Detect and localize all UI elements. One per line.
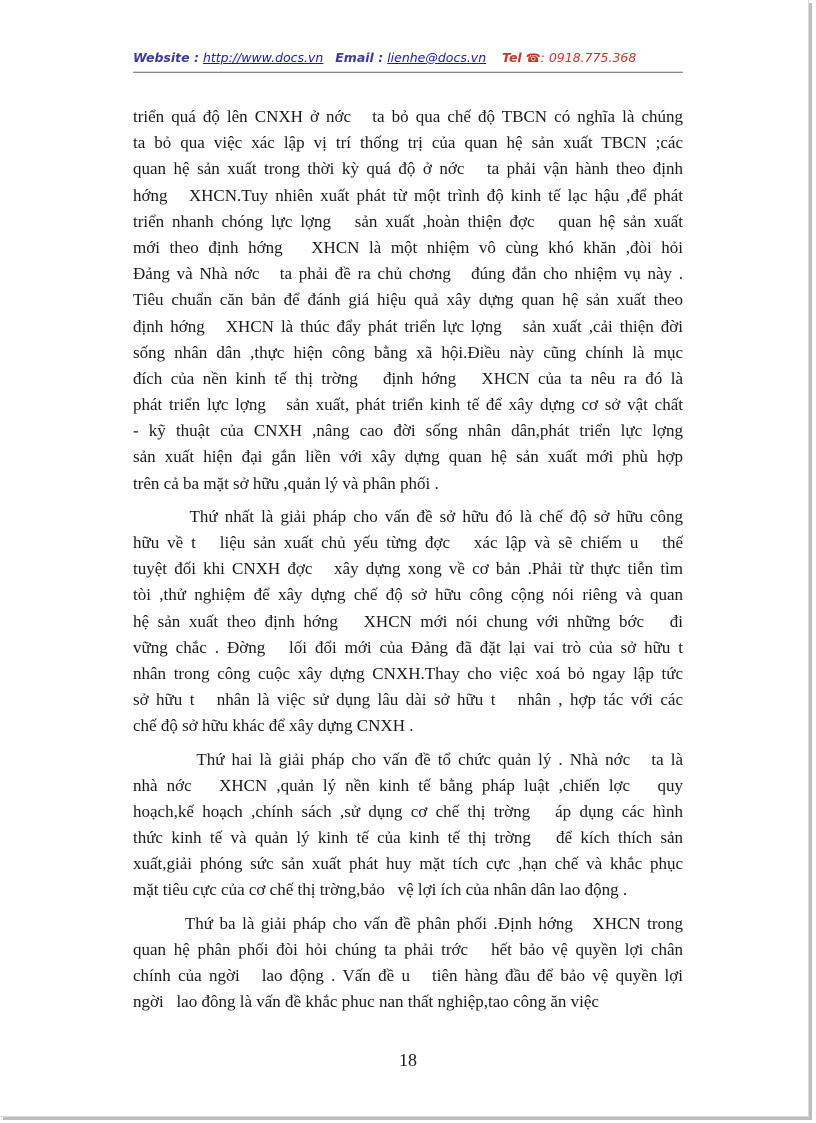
paragraph-gap bbox=[133, 740, 683, 747]
email-separator: : bbox=[373, 50, 384, 65]
text-line: hớng XHCN.Tuy nhiên xuất phát từ một trình độ kinh tế lạc hậu ,để phát bbox=[133, 185, 683, 205]
text-line: hữu về t liệu sản xuất chủ yếu từng đợc xác lập và sẽ chiếm u thế bbox=[133, 533, 683, 552]
text-line: chế độ sở hữu khác để xây dựng CNXH . bbox=[133, 716, 414, 736]
text-line: Đảng và Nhà nớc ta phải đề ra chủ chơng đúng đắn cho nhiệm vụ này . bbox=[133, 264, 683, 284]
paragraph-gap bbox=[133, 497, 683, 504]
text-line: mặt tiêu cực của cơ chế thị trờng,bảo vệ lợi ích của nhân dân lao động . bbox=[133, 880, 628, 900]
text-line: triển nhanh chóng lực lợng sản xuất ,hoàn thiện đợc quan hệ sản xuất bbox=[133, 211, 683, 231]
text-line: đích của nền kinh tế thị trờng định hớng XHCN của ta nêu ra đó là bbox=[133, 368, 683, 388]
text-line: thức kinh tế và quản lý kinh tế của kinh tế thị trờng để kích thích sản bbox=[133, 828, 683, 848]
text-line: Thứ ba là giải pháp cho vấn đề phân phối .Định hớng XHCN trong bbox=[133, 913, 683, 933]
text-line: xuất,giải phóng sức sản xuất phát huy mặt tích cực ,hạn chế và khắc phục bbox=[133, 854, 683, 874]
text-line: nhà nớc XHCN ,quản lý nền kinh tế bằng pháp luật ,chiến lợc quy bbox=[133, 775, 683, 795]
header-rule bbox=[133, 71, 683, 73]
text-line: sở hữu t nhân là việc sử dụng lâu dài sở hữu t nhân , hợp tác với các bbox=[133, 690, 683, 710]
text-line: hoạch,kế hoạch ,chính sách ,sử dụng cơ chế thị trờng áp dụng các hình bbox=[133, 801, 683, 821]
email-label: Email bbox=[335, 50, 374, 65]
text-line: mới theo định hớng XHCN là một nhiệm vô cùng khó khăn ,đòi hỏi bbox=[133, 237, 683, 257]
paragraph bbox=[133, 504, 683, 740]
text-line: Thứ nhất là giải pháp cho vấn đề sở hữu đó là chế độ sở hữu công bbox=[133, 506, 683, 526]
tel-label: Tel bbox=[502, 50, 522, 65]
text-line: ngời lao đông là vấn đề khắc phuc nan thất nghiệp,tao công ăn việc bbox=[133, 992, 599, 1012]
text-line: định hớng XHCN là thúc đẩy phát triển lực lợng sản xuất ,cải thiện đời bbox=[133, 316, 683, 336]
text-line: nhân trong công cuộc xây dựng CNXH.Thay cho việc xoá bỏ ngay lập tức bbox=[133, 663, 683, 683]
text-line: sản xuất hiện đại gắn liền với xây dựng quan hệ sản xuất mới phù hợp bbox=[133, 447, 683, 467]
paragraph-gap bbox=[133, 904, 683, 911]
phone-icon: ☎ bbox=[525, 51, 541, 65]
text-line: phát triển lực lợng sản xuất, phát triển kinh tế để xây dựng cơ sở vật chất bbox=[133, 395, 683, 415]
text-line: Tiêu chuẩn căn bản để đánh giá hiệu quả xây dựng quan hệ sản xuất theo bbox=[133, 290, 683, 310]
text-line: tòi ,thử nghiệm để xây dựng chế độ sở hữu công cộng nói riêng và quan bbox=[133, 585, 683, 605]
text-line: quan hệ sản xuất trong thời kỳ quá độ ở nớc ta phải vận hành theo định bbox=[133, 159, 683, 179]
website-label: Website : bbox=[133, 50, 199, 65]
text-line: ta bỏ qua việc xác lập vị trí thống trị của quan hệ sản xuất TBCN ;các bbox=[133, 133, 683, 153]
text-line: Thứ hai là giải pháp cho vấn đề tổ chức quản lý . Nhà nớc ta là bbox=[133, 749, 683, 769]
text-line: hệ sản xuất theo định hớng XHCN mới nói chung với những bớc đi bbox=[133, 611, 683, 631]
website-link[interactable]: http://www.docs.vn bbox=[202, 50, 324, 65]
document-body bbox=[133, 104, 683, 1015]
page-number: 18 bbox=[399, 1050, 417, 1070]
text-line: trên cả ba mặt sở hữu ,quản lý và phân phối . bbox=[133, 473, 439, 493]
text-line: chính của ngời lao động . Vấn đề u tiên hàng đầu để bảo vệ quyền lợi bbox=[133, 966, 683, 985]
text-line: vững chắc . Đờng lối đổi mới của Đảng đã đặt lại vai trò của sở hữu t bbox=[133, 637, 683, 657]
email-link[interactable]: lienhe@docs.vn bbox=[387, 50, 487, 65]
paragraph bbox=[133, 104, 683, 497]
paragraph bbox=[133, 747, 683, 904]
paragraph bbox=[133, 911, 683, 1016]
text-line: quan hệ phân phối đòi hỏi chúng ta phải trớc hết bảo vệ quyền lợi chân bbox=[133, 939, 683, 959]
text-line: - kỹ thuật của CNXH ,nâng cao đời sống nhân dân,phát triển lực lợng bbox=[133, 421, 683, 441]
page-header bbox=[133, 50, 693, 65]
text-line: triển quá độ lên CNXH ở nớc ta bỏ qua chế độ TBCN có nghĩa là chúng bbox=[133, 107, 683, 126]
text-line: tuyệt đối khi CNXH đợc xây dựng xong về cơ bản .Phải từ thực tiễn tìm bbox=[133, 559, 683, 579]
text-line: sống nhân dân ,thực hiện công bằng xã hội.Điều này cũng chính là mục bbox=[133, 342, 683, 362]
tel-number: : 0918.775.368 bbox=[540, 50, 637, 65]
